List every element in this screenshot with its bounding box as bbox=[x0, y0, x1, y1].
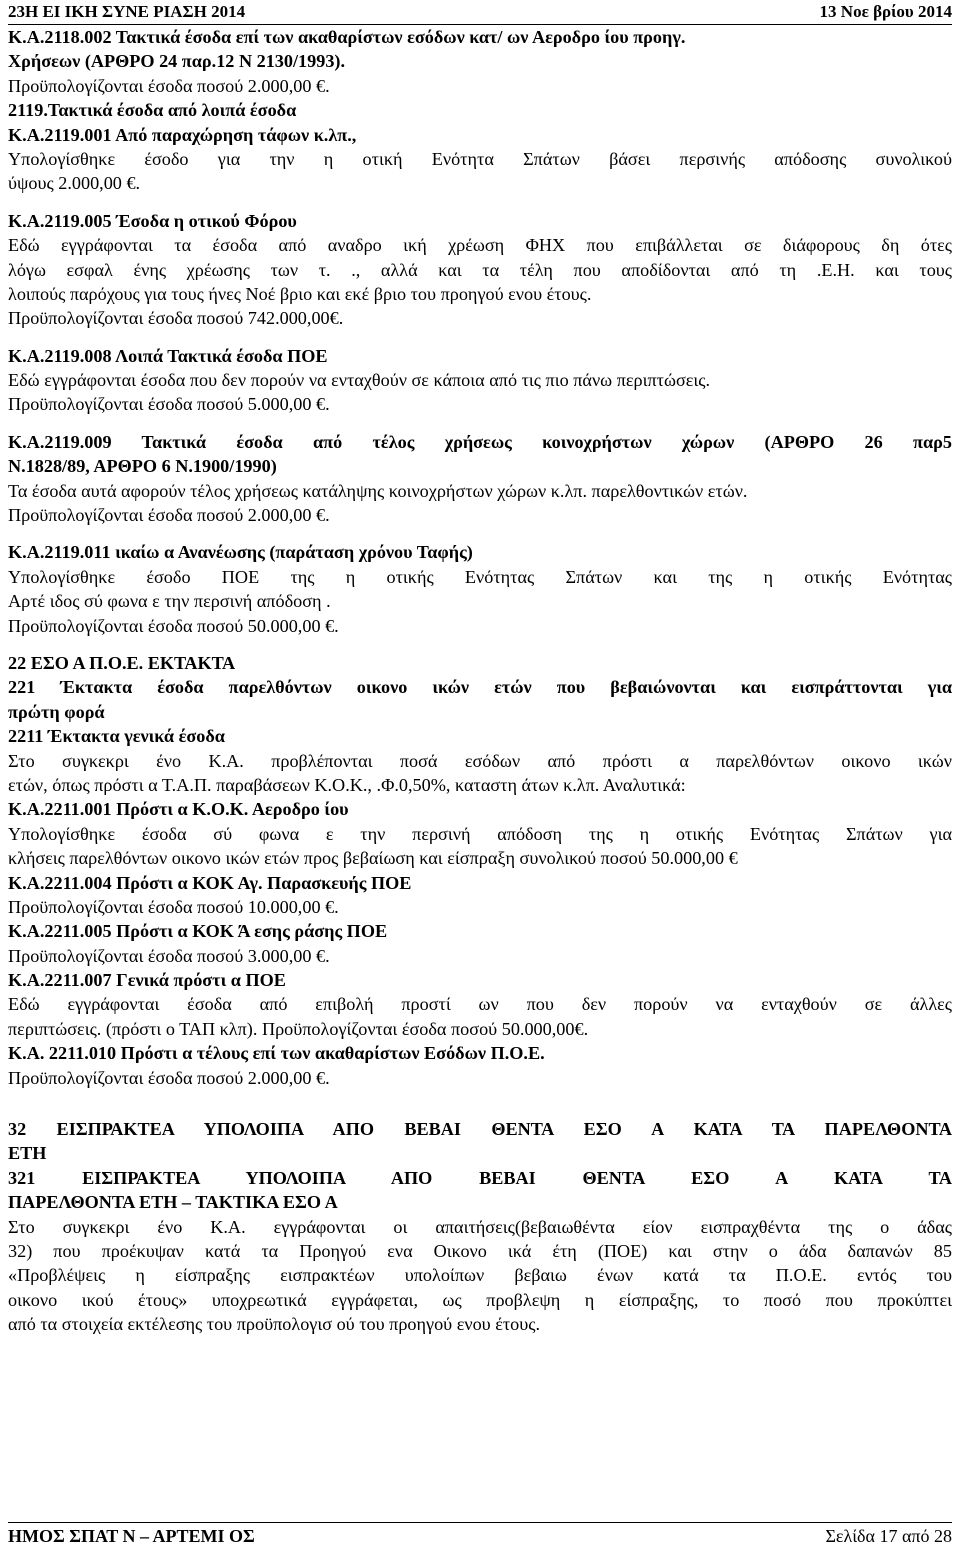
page-header bbox=[8, 2, 952, 25]
text-line: «Προβλέψεις η είσπραξης εισπρακτέων υπολοίπων βεβαιω ένων κατά τα Π.Ο.Ε. εντός του bbox=[8, 1265, 952, 1286]
text-line: Προϋπολογίζονται έσοδα ποσού 10.000,00 €. bbox=[8, 896, 339, 917]
page-footer bbox=[8, 1522, 952, 1549]
heading-line: Κ.Α. 2211.010 Πρόστι α τέλους επί των ακαθαρίστων Εσόδων Π.Ο.Ε. bbox=[8, 1043, 545, 1064]
heading-line: Κ.Α.2119.009 Τακτικά έσοδα από τέλος χρήσεως κοινοχρήστων χώρων (ΑΡΘΡΟ 26 παρ5 bbox=[8, 431, 952, 452]
heading-line: Κ.Α.2211.007 Γενικά πρόστι α ΠΟΕ bbox=[8, 970, 286, 991]
heading-line: Κ.Α.2211.001 Πρόστι α Κ.Ο.Κ. Αεροδρο ίου bbox=[8, 799, 349, 820]
heading-line: 32 ΕΙΣΠΡΑΚΤΕΑ ΥΠΟΛΟΙΠΑ ΑΠΟ ΒΕΒΑΙ ΘΕΝΤΑ ΕΣΟ Α ΚΑΤΑ ΤΑ ΠΑΡΕΛΘΟΝΤΑ bbox=[8, 1119, 952, 1140]
paragraph-spacer bbox=[8, 196, 952, 209]
text-line: Προϋπολογίζονται έσοδα ποσού 5.000,00 €. bbox=[8, 394, 330, 415]
text-line: Στο συγκεκρι ένο Κ.Α. εγγράφονται οι απαιτήσεις(βεβαιωθέντα είον εισπραχθέντα της ο άδας bbox=[8, 1216, 952, 1237]
text-line: από τα στοιχεία εκτέλεσης του προϋπολογισ ού του προηγού ενου έτους. bbox=[8, 1314, 541, 1335]
footer-page-number: Σελίδα 17 από 28 bbox=[825, 1526, 952, 1546]
heading-line: Κ.Α.2119.008 Λοιπά Τακτικά έσοδα ΠΟΕ bbox=[8, 345, 328, 366]
heading-line: Κ.Α.2211.004 Πρόστι α ΚΟΚ Αγ. Παρασκευής ΠΟΕ bbox=[8, 872, 412, 893]
heading-line: Κ.Α.2211.005 Πρόστι α ΚΟΚ Ά εσης ράσης ΠΟΕ bbox=[8, 921, 388, 942]
text-line: Υπολογίσθηκε έσοδο ΠΟΕ της η οτικής Ενότητας Σπάτων και της η οτικής Ενότητας bbox=[8, 566, 952, 587]
heading-line: 2119.Τακτικά έσοδα από λοιπά έσοδα bbox=[8, 100, 297, 121]
heading-line: Κ.Α.2119.001 Από παραχώρηση τάφων κ.λπ., bbox=[8, 124, 357, 145]
heading-line: 22 ΕΣΟ Α Π.Ο.Ε. ΕΚΤΑΚΤΑ bbox=[8, 652, 236, 673]
text-line: οικονο ικού έτους» υποχρεωτικά εγγράφεται, ως προβλεψη η είσπραξης, το ποσό που προκύπτει bbox=[8, 1289, 952, 1310]
paragraph-spacer bbox=[8, 331, 952, 344]
heading-line: ΕΤΗ bbox=[8, 1143, 47, 1164]
text-line: Εδώ εγγράφονται τα έσοδα από αναδρο ική χρέωση ΦΗΧ που επιβάλλεται σε διάφορους δη ότες bbox=[8, 235, 952, 256]
text-line: ύψους 2.000,00 €. bbox=[8, 173, 141, 194]
text-line: κλήσεις παρελθόντων οικονο ικών ετών προς βεβαίωση και είσπραξη συνολικού ποσού 50.000,00 € bbox=[8, 848, 738, 869]
heading-line: 2211 Έκτακτα γενικά έσοδα bbox=[8, 726, 225, 747]
header-session-title: 23Η ΕΙ ΙΚΗ ΣΥΝΕ ΡΙΑΣΗ 2014 bbox=[8, 2, 246, 21]
text-line: Προϋπολογίζονται έσοδα ποσού 742.000,00€. bbox=[8, 308, 344, 329]
paragraph-spacer bbox=[8, 1090, 952, 1117]
heading-line: ΠΑΡΕΛΘΟΝΤΑ ΕΤΗ – ΤΑΚΤΙΚΑ ΕΣΟ Α bbox=[8, 1192, 338, 1213]
heading-line: Κ.Α.2119.005 Έσοδα η οτικού Φόρου bbox=[8, 210, 297, 231]
document-body bbox=[8, 25, 952, 1337]
text-line: λόγω εσφαλ ένης χρέωσης των τ. ., αλλά και τα τέλη που αποδίδονται από τη .Ε.Η. και τους bbox=[8, 259, 952, 280]
text-line: Υπολογίσθηκε έσοδο για την η οτική Ενότητα Σπάτων βάσει περσινής απόδοσης συνολικού bbox=[8, 148, 952, 169]
text-line: Προϋπολογίζονται έσοδα ποσού 2.000,00 €. bbox=[8, 1067, 330, 1088]
text-line: Τα έσοδα αυτά αφορούν τέλος χρήσεως κατάληψης κοινοχρήστων χώρων κ.λπ. παρελθοντικών ετών. bbox=[8, 480, 748, 501]
heading-line: Ν.1828/89, ΑΡΘΡΟ 6 Ν.1900/1990) bbox=[8, 456, 277, 477]
text-line: Εδώ εγγράφονται έσοδα που δεν πορούν να ενταχθούν σε κάποια από τις πιο πάνω περιπτώσεις. bbox=[8, 370, 711, 391]
text-line: Εδώ εγγράφονται έσοδα από επιβολή προστί ων που δεν πορούν να ενταχθούν σε άλλες bbox=[8, 994, 952, 1015]
header-date: 13 Νοε βρίου 2014 bbox=[819, 2, 952, 21]
paragraph-spacer bbox=[8, 417, 952, 430]
heading-line: Κ.Α.2119.011 ικαίω α Ανανέωσης (παράταση χρόνου Ταφής) bbox=[8, 542, 473, 563]
text-line: Υπολογίσθηκε έσοδα σύ φωνα ε την περσινή απόδοση της η οτικής Ενότητας Σπάτων για bbox=[8, 823, 952, 844]
text-line: περιπτώσεις. (πρόστι ο ΤΑΠ κλπ). Προϋπολογίζονται έσοδα ποσού 50.000,00€. bbox=[8, 1018, 589, 1039]
text-line: Αρτέ ιδος σύ φωνα ε την περσινή απόδοση . bbox=[8, 591, 331, 612]
paragraph-spacer bbox=[8, 638, 952, 651]
text-line: Προϋπολογίζονται έσοδα ποσού 2.000,00 €. bbox=[8, 505, 330, 526]
heading-line: Χρήσεων (ΑΡΘΡΟ 24 παρ.12 Ν 2130/1993). bbox=[8, 51, 346, 72]
text-line: Προϋπολογίζονται έσοδα ποσού 2.000,00 €. bbox=[8, 75, 330, 96]
paragraph-spacer bbox=[8, 527, 952, 540]
text-line: 32) που προέκυψαν κατά τα Προηγού ενα Οικονο ικά έτη (ΠΟΕ) και στην ο άδα δαπανών 85 bbox=[8, 1240, 952, 1261]
footer-municipality: ΗΜΟΣ ΣΠΑΤ Ν – ΑΡΤΕΜΙ ΟΣ bbox=[8, 1526, 255, 1546]
text-line: Προϋπολογίζονται έσοδα ποσού 50.000,00 €. bbox=[8, 615, 339, 636]
heading-line: 321 ΕΙΣΠΡΑΚΤΕΑ ΥΠΟΛΟΙΠΑ ΑΠΟ ΒΕΒΑΙ ΘΕΝΤΑ ΕΣΟ Α ΚΑΤΑ ΤΑ bbox=[8, 1167, 952, 1188]
heading-line: πρώτη φορά bbox=[8, 701, 105, 722]
text-line: Στο συγκεκρι ένο Κ.Α. προβλέπονται ποσά εσόδων από πρόστι α παρελθόντων οικονο ικών bbox=[8, 750, 952, 771]
heading-line: 221 Έκτακτα έσοδα παρελθόντων οικονο ικών ετών που βεβαιώνονται και εισπράττονται για bbox=[8, 677, 952, 698]
heading-line: Κ.Α.2118.002 Τακτικά έσοδα επί των ακαθαρίστων εσόδων κατ/ ων Αεροδρο ίου προηγ. bbox=[8, 27, 686, 47]
text-line: λοιπούς παρόχους για τους ήνες Νοέ βριο και εκέ βριο του προηγού ενου έτους. bbox=[8, 283, 592, 304]
text-line: ετών, όπως πρόστι α Τ.Α.Π. παραβάσεων Κ.Ο.Κ., .Φ.0,50%, καταστη άτων κ.λπ. Αναλυτικά: bbox=[8, 774, 686, 795]
text-line: Προϋπολογίζονται έσοδα ποσού 3.000,00 €. bbox=[8, 945, 330, 966]
